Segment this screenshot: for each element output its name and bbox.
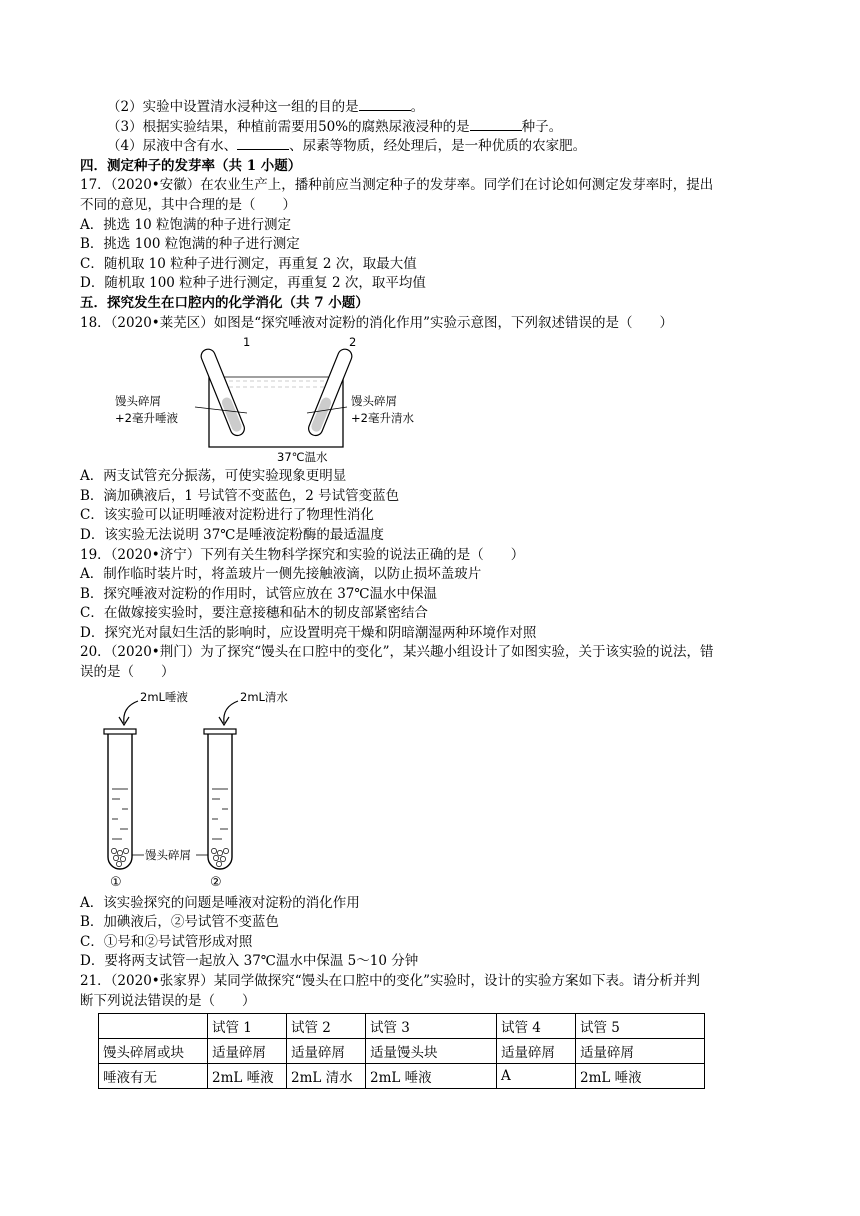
q21-stem-1: 21．（2020•张家界）某同学做探究“馒头在口腔中的变化”实验时，设计的实验方案如下表。请分析并判 (80, 973, 701, 990)
test-tubes-diagram (102, 687, 342, 892)
table-row (99, 1014, 705, 1039)
q21-stem-2: 断下列说法错误的是（ ） (80, 992, 256, 1009)
beaker-diagram (165, 335, 355, 465)
q20-option-c: C．①号和②号试管形成对照 (80, 933, 253, 950)
q18-option-a: A．两支试管充分振荡，可使实验现象更明显 (80, 468, 347, 485)
table-cell: 试管 5 (576, 1014, 705, 1039)
q17-option-b: B．挑选 100 粒饱满的种子进行测定 (80, 236, 300, 253)
q20-figure-test-tubes (102, 687, 342, 892)
right-label-1: 馒头碎屑 (351, 394, 397, 409)
q19-option-d: D．探究光对鼠妇生活的影响时，应设置明亮干燥和阴暗潮湿两种环境作对照 (80, 624, 537, 641)
table-cell: 唾液有无 (99, 1064, 208, 1089)
q17-option-d: D．随机取 100 粒种子进行测定，再重复 2 次，取平均值 (80, 275, 426, 292)
table-cell (99, 1014, 208, 1039)
q20-stem-1: 20．（2020•荆门）为了探究“馒头在口腔中的变化”，某兴趣小组设计了如图实验，关于该实验的说法，错 (80, 644, 714, 661)
table-cell: 2mL 清水 (287, 1064, 366, 1089)
q17-stem-1: 17．（2020•安徽）在农业生产上，播种前应当测定种子的发芽率。同学们在讨论如何测定发芽率时，提出 (80, 177, 714, 194)
answer-blank (237, 137, 289, 150)
q21-table (98, 1013, 705, 1089)
q18-figure-beaker (115, 335, 414, 465)
q19-option-c: C．在做嫁接实验时，要注意接穗和砧木的韧皮部紧密结合 (80, 605, 428, 622)
table-cell: 馒头碎屑或块 (99, 1039, 208, 1064)
q16-sub2: （2）实验中设置清水浸种这一组的目的是 。 (107, 99, 425, 115)
table-cell: A (497, 1064, 576, 1089)
left-label-2: +2毫升唾液 (115, 411, 178, 426)
q18-option-d: D．该实验无法说明 37℃是唾液淀粉酶的最适温度 (80, 526, 384, 543)
q19-stem: 19．（2020•济宁）下列有关生物科学探究和实验的说法正确的是（ ） (80, 546, 525, 563)
answer-blank (359, 98, 411, 111)
q20-stem-2: 误的是（ ） (80, 664, 175, 681)
tube-1-number: ① (110, 874, 122, 890)
tube-1-number: 1 (243, 335, 251, 350)
table-cell: 2mL 唾液 (366, 1064, 497, 1089)
tube-2-number: 2 (349, 335, 357, 350)
table-cell: 试管 2 (287, 1014, 366, 1039)
right-label-2: +2毫升清水 (351, 411, 414, 426)
q17-option-c: C．随机取 10 粒种子进行测定，再重复 2 次，取最大值 (80, 255, 417, 272)
table-row (99, 1039, 705, 1064)
table-cell: 2mL 唾液 (208, 1064, 287, 1089)
table-cell: 适量碎屑 (208, 1039, 287, 1064)
table-row (99, 1064, 705, 1089)
q20-option-b: B．加碘液后，②号试管不变蓝色 (80, 914, 279, 931)
q18-option-c: C．该实验可以证明唾液对淀粉进行了物理性消化 (80, 507, 374, 524)
tube-2-number: ② (210, 874, 222, 890)
table-cell: 适量碎屑 (287, 1039, 366, 1064)
q17-stem-2: 不同的意见，其中合理的是（ ） (80, 196, 296, 213)
table-cell: 适量碎屑 (497, 1039, 576, 1064)
section-4-title: 四．测定种子的发芽率（共 1 小题） (80, 157, 302, 174)
q16-sub3: （3）根据实验结果，种植前需要用50%的腐熟尿液浸种的是 种子。 (107, 118, 563, 135)
middle-label: 馒头碎屑 (145, 847, 191, 862)
document-page (80, 98, 780, 1089)
q18-stem: 18．（2020•莱芜区）如图是“探究唾液对淀粉的消化作用”实验示意图，下列叙述错误的是（ ） (80, 314, 674, 331)
table-cell: 适量碎屑 (576, 1039, 705, 1064)
table-cell: 试管 3 (366, 1014, 497, 1039)
q19-option-b: B．探究唾液对淀粉的作用时，试管应放在 37℃温水中保温 (80, 585, 437, 602)
table-cell: 适量馒头块 (366, 1039, 497, 1064)
q16-sub4: （4）尿液中含有水、 、尿素等物质，经处理后，是一种优质的农家肥。 (107, 138, 587, 155)
q18-option-b: B．滴加碘液后，1 号试管不变蓝色，2 号试管变蓝色 (80, 487, 400, 504)
answer-blank (470, 118, 522, 131)
table-cell: 2mL 唾液 (576, 1064, 705, 1089)
table-cell: 试管 4 (497, 1014, 576, 1039)
bottom-label: 37℃温水 (277, 450, 328, 465)
q17-option-a: A．挑选 10 粒饱满的种子进行测定 (80, 216, 292, 233)
q20-option-a: A．该实验探究的问题是唾液对淀粉的消化作用 (80, 894, 360, 911)
section-5-title: 五．探究发生在口腔内的化学消化（共 7 小题） (80, 294, 369, 311)
tube-1-label: 2mL唾液 (140, 689, 188, 704)
tube-2-label: 2mL清水 (240, 689, 288, 704)
q19-option-a: A．制作临时装片时，将盖玻片一侧先接触液滴，以防止损坏盖玻片 (80, 566, 482, 583)
table-cell: 试管 1 (208, 1014, 287, 1039)
left-label-1: 馒头碎屑 (115, 394, 161, 409)
q20-option-d: D．要将两支试管一起放入 37℃温水中保温 5～10 分钟 (80, 953, 419, 970)
